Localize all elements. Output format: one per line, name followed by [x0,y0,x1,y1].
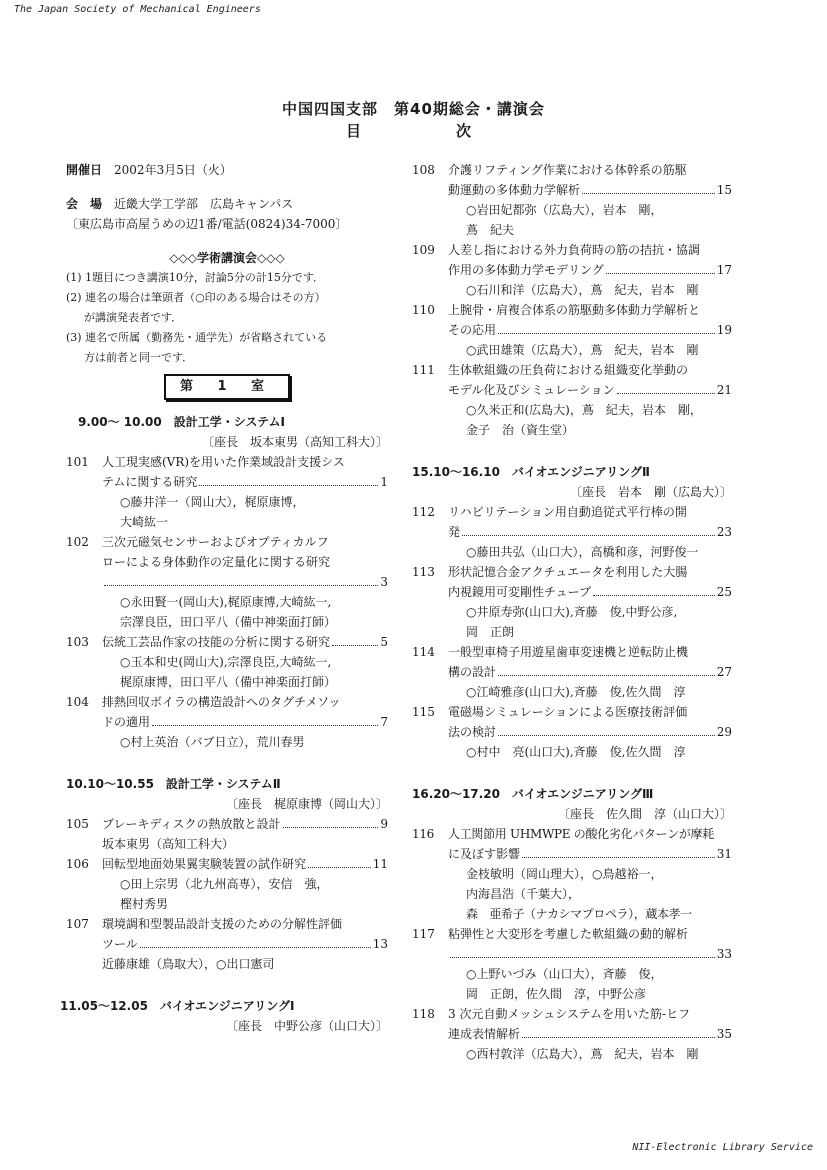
paper-title: 118 3 次元自動メッシュシステムを用いた筋-ヒフ [412,1004,732,1024]
paper-number: 101 [66,455,89,469]
note-1: (1) 1題目につき講演10分，討論5分の計15分です． [66,271,324,284]
paper-authors: ○村中 亮(山口大),斉藤 俊,佐久間 淳 [466,745,686,759]
page-number: 21 [716,383,732,397]
venue-value: 近畿大学工学部 広島キャンパス [114,197,294,211]
paper-title: 114 一般型車椅子用遊星歯車変速機と逆転防止機 [412,642,732,662]
paper-number: 109 [412,243,435,257]
paper-authors: 金子 治（資生堂） [466,423,575,437]
paper-number: 102 [66,535,89,549]
paper-authors: 近藤康雄（鳥取大），○出口憲司 [102,957,275,971]
page-number: 13 [372,937,388,951]
session-chair: 〔座長 佐久間 淳（山口大）〕 [557,807,732,821]
right-column [412,160,732,1064]
journal-header: The Japan Society of Mechanical Engineers [14,4,261,15]
paper-title: 103 伝統工芸品作家の技能の分析に関する研究 5 [66,632,388,652]
paper-title: 112 リハビリテーション用自動追従式平行棒の開 [412,502,732,522]
paper-title-cont: 法の検討 29 [412,722,732,742]
paper-authors: ○玉本和史(岡山大),宗澤良臣,大崎紘一, [120,655,332,669]
page-number: 7 [380,715,388,729]
paper-number: 105 [66,817,89,831]
paper-title: 117 粘弾性と大変形を考慮した軟組織の動的解析 [412,924,732,944]
paper-authors: 梶原康博，田口平八（備中神楽面打師） [120,675,337,689]
paper-authors: 岡 正朗，佐久間 淳，中野公彦 [466,987,647,1001]
page-subtitle: 目 次 [345,122,511,140]
paper-authors: ○岩田妃都弥（広島大），岩本 剛， [466,203,663,217]
room-box: 第 1 室 [164,374,290,400]
paper-authors: 樫村秀男 [120,897,169,911]
paper-authors: ○武田雄策（広島大），蔦 紀夫，岩本 剛 [466,343,699,357]
page-number: 3 [380,575,388,589]
paper-title-cont: 発 23 [412,522,732,542]
venue-line [66,194,388,214]
page-number: 33 [716,947,732,961]
paper-number: 115 [412,705,435,719]
paper-number: 112 [412,505,435,519]
paper-authors: ○田上宗男（北九州高専），安信 強， [120,877,329,891]
paper-title: 115 電磁場シミュレーションによる医療技術評価 [412,702,732,722]
paper-title-cont: 内視鏡用可変剛性チューブ 25 [412,582,732,602]
paper-title: 104 排熱回収ボイラの構造設計へのタグチメソッ [66,692,388,712]
page-number: 29 [716,725,732,739]
paper-number: 113 [412,565,435,579]
note-3: (3) 連名で所属（勤務先・通学先）が省略されている [66,331,328,344]
note-2-cont: が講演発表者です． [84,311,183,324]
page-number: 11 [372,857,388,871]
paper-number: 116 [412,827,435,841]
left-column [60,160,388,1036]
paper-authors: ○江崎雅彦(山口大),斉藤 俊,佐久間 淳 [466,685,686,699]
page-title: 中国四国支部 第40期総会・講演会 [282,100,545,118]
session-chair: 〔座長 梶原康博（岡山大）〕 [225,797,388,811]
paper-title: 108 介護リフティング作業における体幹系の筋駆 [412,160,732,180]
paper-number: 117 [412,927,435,941]
paper-number: 118 [412,1007,435,1021]
page-number: 1 [380,475,388,489]
paper-number: 107 [66,917,89,931]
paper-title-cont: モデル化及びシミュレーション 21 [412,380,732,400]
paper-authors: 蔦 紀夫 [466,223,515,237]
paper-title-cont: 作用の多体動力学モデリング 17 [412,260,732,280]
session-time: 15.10～16.10 バイオエンジニアリングⅡ [412,465,650,479]
page-number: 17 [716,263,732,277]
session-time: 9.00～ 10.00 設計工学・システムⅠ [78,415,286,429]
paper-number: 106 [66,857,89,871]
paper-authors: ○西村敦洋（広島大），蔦 紀夫，岩本 剛 [466,1047,699,1061]
note-3-cont: 方は前者と同一です． [84,351,194,364]
paper-title-cont: ローによる身体動作の定量化に関する研究 [102,555,331,569]
paper-authors: 岡 正朗 [466,625,515,639]
paper-number: 104 [66,695,89,709]
paper-authors: 森 亜希子（ナカシマプロペラ），蔵本孝一 [466,907,692,921]
paper-title: 109 人差し指における外力負荷時の筋の拮抗・協調 [412,240,732,260]
page-number: 35 [716,1027,732,1041]
paper-title: 106 回転型地面効果翼実験装置の試作研究 11 [66,854,388,874]
paper-authors: ○久米正和(広島大)，蔦 紀夫，岩本 剛， [466,403,702,417]
paper-title-cont: 連成表情解析 35 [412,1024,732,1044]
paper-title: 101 人工現実感(VR)を用いた作業域設計支援シス [66,452,388,472]
paper-authors: 坂本東男（高知工科大） [102,837,235,851]
paper-title: 102 三次元磁気センサーおよびオプティカルフ [66,532,388,552]
page-number: 25 [716,585,732,599]
paper-authors: ○石川和洋（広島大），蔦 紀夫，岩本 剛 [466,283,699,297]
lecture-heading: ◇◇◇学術講演会◇◇◇ [169,251,285,265]
paper-title: 105 ブレーキディスクの熱放散と設計 9 [66,814,388,834]
paper-number: 110 [412,303,435,317]
venue-address: 〔東広島市高屋うめの辺1番/電話(0824)34-7000〕 [66,217,348,231]
paper-title: 110 上腕骨・肩複合体系の筋駆動多体動力学解析と [412,300,732,320]
paper-title-cont: 構の設計 27 [412,662,732,682]
paper-title: 116 人工関節用 UHMWPE の酸化劣化パターンが摩耗 [412,824,732,844]
note-2: (2) 連名の場合は筆頭者（○印のある場合はその方） [66,291,326,304]
date-label: 開催日 [66,163,103,177]
paper-number: 114 [412,645,435,659]
paper-number: 103 [66,635,89,649]
session-time: 10.10～10.55 設計工学・システムⅡ [66,777,281,791]
paper-authors: ○藤井洋一（岡山大），梶原康博， [120,495,305,509]
paper-authors: 内海昌浩（千葉大）， [466,887,581,901]
paper-dotted-line [412,944,732,964]
session-chair: 〔座長 岩本 剛（広島大）〕 [569,485,732,499]
paper-title-cont: 動運動の多体動力学解析 15 [412,180,732,200]
date-value: 2002年3月5日（火） [114,163,232,177]
paper-dotted-line [66,572,388,592]
paper-authors: 大崎紘一 [120,515,169,529]
library-footer: NII-Electronic Library Service [632,1142,813,1153]
page-number: 19 [716,323,732,337]
paper-authors: ○永田賢一(岡山大),梶原康博,大崎紘一, [120,595,332,609]
page-number: 31 [716,847,732,861]
page-number: 9 [380,817,388,831]
paper-authors: 金枝敏明（岡山理大），○鳥越裕一， [466,867,663,881]
session-chair: 〔座長 中野公彦（山口大）〕 [225,1019,388,1033]
session-chair: 〔座長 坂本東男（高知工科大）〕 [201,435,388,449]
page-number: 27 [716,665,732,679]
page-number: 23 [716,525,732,539]
paper-title: 113 形状記憶合金アクチュエータを利用した大腸 [412,562,732,582]
date-line [66,160,388,180]
session-time: 16.20～17.20 バイオエンジニアリングⅢ [412,787,654,801]
paper-title-cont: ツール 13 [66,934,388,954]
paper-authors: ○村上英治（バブ日立），荒川春男 [120,735,305,749]
paper-title-cont: ドの適用 7 [66,712,388,732]
paper-authors: ○藤田共弘（山口大），高橋和彦，河野俊一 [466,545,699,559]
paper-authors: 宗澤良臣，田口平八（備中神楽面打師） [120,615,337,629]
paper-title: 111 生体軟組織の圧負荷における組織変化挙動の [412,360,732,380]
page-number: 5 [380,635,388,649]
session-time: 11.05～12.05 バイオエンジニアリングⅠ [60,999,295,1013]
paper-title: 107 環境調和型製品設計支援のための分解性評価 [66,914,388,934]
paper-number: 111 [412,363,435,377]
paper-authors: ○上野いづみ（山口大），斉藤 俊， [466,967,663,981]
paper-title-cont: その応用 19 [412,320,732,340]
paper-title-cont: テムに関する研究 1 [66,472,388,492]
paper-authors: ○井原寿弥(山口大),斉藤 俊,中野公彦, [466,605,678,619]
page-number: 15 [716,183,732,197]
venue-label: 会 場 [66,197,103,211]
paper-title-cont: に及ぼす影響 31 [412,844,732,864]
paper-number: 108 [412,163,435,177]
